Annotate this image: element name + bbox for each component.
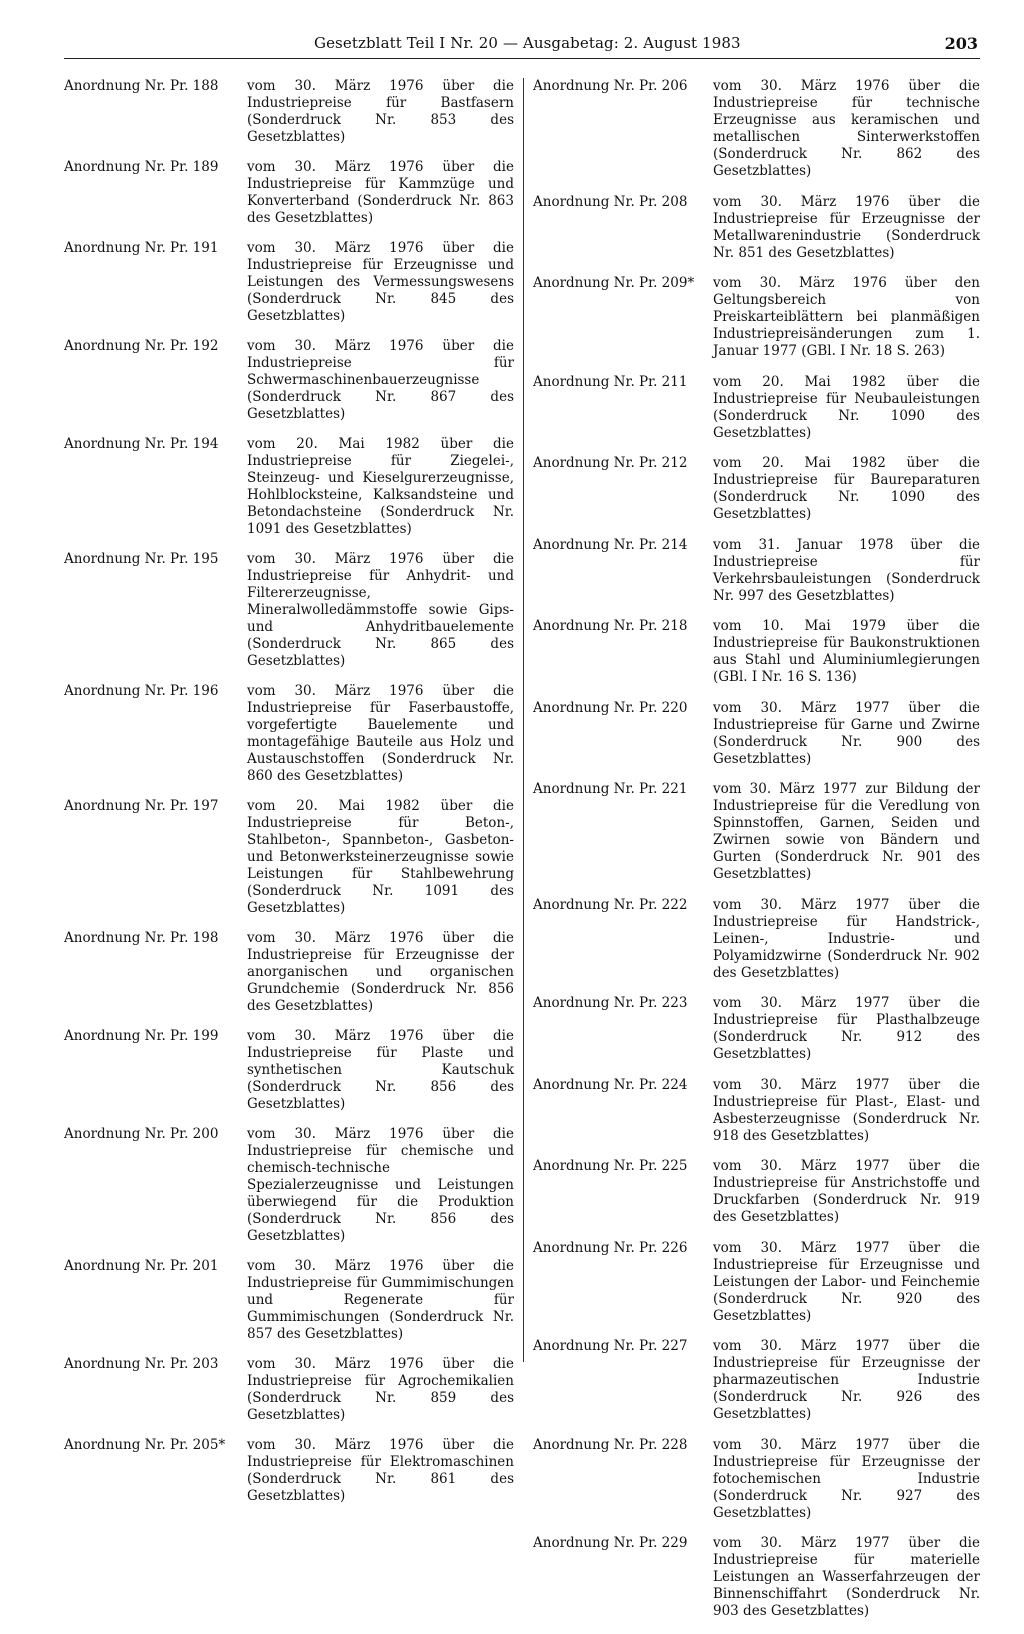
list-item xyxy=(64,930,514,1015)
list-item xyxy=(533,1437,980,1522)
list-item xyxy=(533,1158,980,1226)
entry-label: Anordnung Nr. Pr. 196 xyxy=(64,683,219,699)
entry-label: Anordnung Nr. Pr. 206 xyxy=(533,78,688,94)
entry-description: vom 20. Mai 1982 über die Industriepreise für Baureparaturen (Sonderdruck Nr. 1090 des Gesetzblattes) xyxy=(713,455,980,522)
entry-label: Anordnung Nr. Pr. 197 xyxy=(64,798,219,814)
entry-description: vom 31. Januar 1978 über die Industriepreise für Verkehrsbauleistungen (Sonderdruck Nr. 997 des Gesetzblattes) xyxy=(713,536,980,604)
entry-description: vom 30. März 1976 über die Industriepreise für technische Erzeugnisse aus keramischen und metallischen Sinterwerkstoffen (Sonderdruck Nr. 862 des Gesetzblattes) xyxy=(713,78,980,179)
entry-label: Anordnung Nr. Pr. 220 xyxy=(533,699,688,716)
list-item xyxy=(533,194,980,262)
entry-label: Anordnung Nr. Pr. 200 xyxy=(64,1126,219,1142)
entry-label: Anordnung Nr. Pr. 225 xyxy=(533,1158,688,1174)
list-item xyxy=(533,374,980,442)
column-divider xyxy=(523,78,524,1362)
entry-description: vom 30. März 1977 über die Industriepreise für Anstrichstoffe und Druckfarben (Sonderdruck Nr. 919 des Gesetzblattes) xyxy=(713,1158,980,1225)
list-item xyxy=(64,240,514,325)
list-item xyxy=(533,1535,980,1620)
list-item xyxy=(64,338,514,423)
list-item xyxy=(533,1240,980,1325)
list-item xyxy=(533,781,980,883)
list-item xyxy=(533,455,980,523)
entry-description: vom 20. Mai 1982 über die Industriepreise für Beton-, Stahlbeton-, Spannbeton-, Gasbeton- und Betonwerksteinerzeugnisse sowie Leistungen für Stahlbewehrung (Sonderdruck Nr. 1091 des Gesetzblattes) xyxy=(247,798,514,916)
entry-label: Anordnung Nr. Pr. 208 xyxy=(533,193,688,210)
entry-label: Anordnung Nr. Pr. 201 xyxy=(64,1258,219,1274)
entry-label: Anordnung Nr. Pr. 223 xyxy=(533,995,688,1011)
entry-label: Anordnung Nr. Pr. 191 xyxy=(64,240,219,256)
page-number: 203 xyxy=(944,34,978,53)
entry-description: vom 30. März 1976 über die Industriepreise für Bastfasern (Sonderdruck Nr. 853 des Gesetzblattes) xyxy=(247,78,514,145)
entry-description: vom 30. März 1977 zur Bildung der Industriepreise für die Veredlung von Spinnstoffen, Garnen, Seiden und Zwirnen sowie von Bändern und Gurten (Sonderdruck Nr. 901 des Gesetzblattes) xyxy=(713,781,980,882)
header-title: Gesetzblatt Teil I Nr. 20 — Ausgabetag: 2. August 1983 xyxy=(314,34,741,52)
entry-label: Anordnung Nr. Pr. 226 xyxy=(533,1239,688,1256)
entry-label: Anordnung Nr. Pr. 209* xyxy=(533,275,695,291)
entry-description: vom 30. März 1976 über die Industriepreise für Gummimischungen und Regenerate für Gummimischungen (Sonderdruck Nr. 857 des Gesetzblattes) xyxy=(247,1258,514,1342)
entry-description: vom 30. März 1977 über die Industriepreise für Plasthalbzeuge (Sonderdruck Nr. 912 des Gesetzblattes) xyxy=(713,995,980,1062)
entry-label: Anordnung Nr. Pr. 195 xyxy=(64,551,219,567)
entry-description: vom 30. März 1976 über die Industriepreise für chemische und chemisch-technische Spezialerzeugnisse und Leistungen überwiegend für die Produktion (Sonderdruck Nr. 856 des Gesetzblattes) xyxy=(247,1126,514,1244)
list-item xyxy=(64,1126,514,1245)
list-item xyxy=(533,1077,980,1145)
entry-description: vom 20. Mai 1982 über die Industriepreise für Neubauleistungen (Sonderdruck Nr. 1090 des Gesetzblattes) xyxy=(713,373,980,441)
entry-description: vom 30. März 1976 über die Industriepreise für Erzeugnisse der Metallwarenindustrie (Sonderdruck Nr. 851 des Gesetzblattes) xyxy=(713,193,980,261)
entry-description: vom 20. Mai 1982 über die Industriepreise für Ziegelei-, Steinzeug- und Kieselgurerzeugnisse, Hohlblocksteine, Kalksandsteine und Betondachsteine (Sonderdruck Nr. 1091 des Gesetzblattes) xyxy=(247,436,514,537)
entry-description: vom 30. März 1977 über die Industriepreise für Garne und Zwirne (Sonderdruck Nr. 900 des Gesetzblattes) xyxy=(713,699,980,767)
entry-label: Anordnung Nr. Pr. 229 xyxy=(533,1535,688,1551)
list-item xyxy=(64,159,514,227)
list-item xyxy=(64,436,514,538)
entry-description: vom 30. März 1976 über die Industriepreise für Anhydrit- und Filtererzeugnisse, Mineralwolledämmstoffe sowie Gips- und Anhydritbauelemente (Sonderdruck Nr. 865 des Gesetzblattes) xyxy=(247,551,514,669)
entry-label: Anordnung Nr. Pr. 222 xyxy=(533,896,688,913)
list-item xyxy=(533,700,980,768)
list-item xyxy=(533,1338,980,1423)
list-item xyxy=(64,683,514,785)
list-item xyxy=(533,995,980,1063)
list-item xyxy=(64,1028,514,1113)
list-item xyxy=(64,551,514,670)
entry-description: vom 30. März 1976 über die Industriepreise für Erzeugnisse der anorganischen und organischen Grundchemie (Sonderdruck Nr. 856 des Gesetzblattes) xyxy=(247,930,514,1014)
entry-description: vom 30. März 1976 über die Industriepreise für Schwermaschinenbauerzeugnisse (Sonderdruck Nr. 867 des Gesetzblattes) xyxy=(247,338,514,422)
entry-label: Anordnung Nr. Pr. 194 xyxy=(64,436,219,452)
list-item xyxy=(533,897,980,982)
list-item xyxy=(64,798,514,917)
entry-label: Anordnung Nr. Pr. 192 xyxy=(64,338,219,354)
entry-description: vom 30. März 1977 über die Industriepreise für materielle Leistungen an Wasserfahrzeugen der Binnenschiffahrt (Sonderdruck Nr. 903 des Gesetzblattes) xyxy=(713,1535,980,1619)
entry-description: vom 30. März 1977 über die Industriepreise für Erzeugnisse und Leistungen der Labor- und Feinchemie (Sonderdruck Nr. 920 des Gesetzblattes) xyxy=(713,1239,980,1324)
entry-description: vom 30. März 1976 über den Geltungsbereich von Preiskarteiblättern bei planmäßigen Industriepreisänderungen zum 1. Januar 1977 (GBl. I Nr. 18 S. 263) xyxy=(713,275,980,359)
entry-description: vom 10. Mai 1979 über die Industriepreise für Baukonstruktionen aus Stahl und Aluminiumlegierungen (GBl. I Nr. 16 S. 136) xyxy=(713,618,980,685)
list-item xyxy=(64,1356,514,1424)
list-item xyxy=(533,78,980,180)
entry-description: vom 30. März 1976 über die Industriepreise für Faserbaustoffe, vorgefertigte Bauelemente und montagefähige Bauteile aus Holz und Austauschstoffen (Sonderdruck Nr. 860 des Gesetzblattes) xyxy=(247,683,514,784)
entry-label: Anordnung Nr. Pr. 189 xyxy=(64,159,219,175)
entry-label: Anordnung Nr. Pr. 228 xyxy=(533,1436,688,1453)
left-column xyxy=(64,78,514,1518)
list-item xyxy=(533,275,980,360)
entry-label: Anordnung Nr. Pr. 205* xyxy=(64,1437,226,1453)
entry-label: Anordnung Nr. Pr. 198 xyxy=(64,930,219,946)
entry-description: vom 30. März 1976 über die Industriepreise für Agrochemikalien (Sonderdruck Nr. 859 des Gesetzblattes) xyxy=(247,1356,514,1423)
list-item xyxy=(64,78,514,146)
entry-label: Anordnung Nr. Pr. 212 xyxy=(533,455,688,471)
entry-description: vom 30. März 1977 über die Industriepreise für Plast-, Elast- und Asbesterzeugnisse (Sonderdruck Nr. 918 des Gesetzblattes) xyxy=(713,1076,980,1144)
right-column xyxy=(533,78,980,1634)
list-item xyxy=(533,618,980,686)
entry-description: vom 30. März 1976 über die Industriepreise für Elektromaschinen (Sonderdruck Nr. 861 des Gesetzblattes) xyxy=(247,1437,514,1504)
entry-label: Anordnung Nr. Pr. 224 xyxy=(533,1076,688,1093)
entry-description: vom 30. März 1977 über die Industriepreise für Erzeugnisse der fotochemischen Industrie (Sonderdruck Nr. 927 des Gesetzblattes) xyxy=(713,1436,980,1521)
entry-label: Anordnung Nr. Pr. 221 xyxy=(533,781,688,797)
entry-description: vom 30. März 1976 über die Industriepreise für Kammzüge und Konverterband (Sonderdruck Nr. 863 des Gesetzblattes) xyxy=(247,159,514,226)
entry-label: Anordnung Nr. Pr. 214 xyxy=(533,536,688,553)
entry-label: Anordnung Nr. Pr. 203 xyxy=(64,1356,219,1372)
entry-description: vom 30. März 1977 über die Industriepreise für Handstrick-, Leinen-, Industrie- und Polyamidzwirne (Sonderdruck Nr. 902 des Gesetzblattes) xyxy=(713,896,980,981)
entry-label: Anordnung Nr. Pr. 211 xyxy=(533,373,688,390)
entry-description: vom 30. März 1976 über die Industriepreise für Erzeugnisse und Leistungen des Vermessungswesens (Sonderdruck Nr. 845 des Gesetzblattes) xyxy=(247,240,514,324)
entry-label: Anordnung Nr. Pr. 227 xyxy=(533,1338,688,1354)
list-item xyxy=(64,1437,514,1505)
entry-label: Anordnung Nr. Pr. 188 xyxy=(64,78,219,94)
entry-label: Anordnung Nr. Pr. 218 xyxy=(533,618,688,634)
entry-description: vom 30. März 1977 über die Industriepreise für Erzeugnisse der pharmazeutischen Industrie (Sonderdruck Nr. 926 des Gesetzblattes) xyxy=(713,1338,980,1422)
entry-description: vom 30. März 1976 über die Industriepreise für Plaste und synthetischen Kautschuk (Sonderdruck Nr. 856 des Gesetzblattes) xyxy=(247,1028,514,1112)
list-item xyxy=(64,1258,514,1343)
entry-label: Anordnung Nr. Pr. 199 xyxy=(64,1028,219,1044)
page-header xyxy=(64,34,980,59)
list-item xyxy=(533,537,980,605)
